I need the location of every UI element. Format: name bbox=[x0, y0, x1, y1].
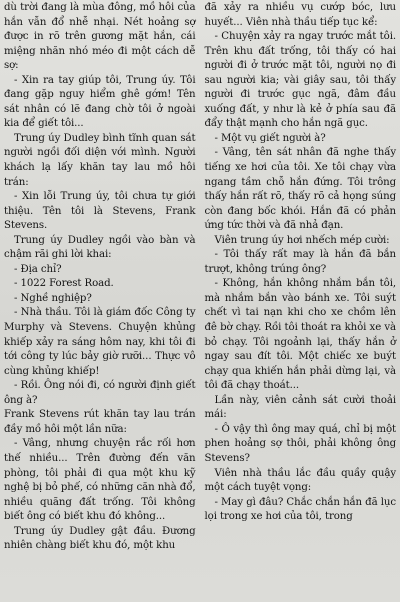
paragraph: - Rồi. Ông nói đi, có người định giết ông à? bbox=[4, 380, 196, 406]
paragraph: Trung úy Dudley bình tĩnh quan sát người ngồi đối diện với mình. Người khách lạ lấy khăn tay lau mồ hôi trán: bbox=[4, 132, 196, 188]
paragraph: - Vâng, nhưng chuyện rắc rối hơn thế nhiều... Trên đường đến văn phòng, tôi phải đi qua một khu kỹ nghệ bị bỏ phế, có những căn nhà đổ, nhiều quãng đất trống. Tôi không biết ông có biết khu đó không... bbox=[4, 438, 196, 523]
paragraph: - Vâng, tên sát nhân đã nghe thấy tiếng xe hơi của tôi. Xe tôi chạy vừa ngang tầm chỗ hắn đứng. Tôi trông thấy hắn rất rõ, thấy rõ cả họng súng còn đang bốc khói. Hắn đã có phản ứng tức thời và đã nhả đạn. bbox=[204, 147, 396, 232]
paragraph: - 1022 Forest Road. bbox=[14, 278, 114, 290]
paragraph: Frank Stevens rút khăn tay lau trán đầy mồ hôi một lần nữa: bbox=[4, 409, 196, 435]
paragraph: - Chuyện xảy ra ngay trước mắt tôi. Trên khu đất trống, tôi thấy có hai người đi ở trước mặt tôi, người nọ đi sau người kia; vài giây sau, tôi thấy người đi trước gục ngã, đâm đầu xuống đất, y như là kẻ ở phía sau đã đẩy thật mạnh cho hắn ngã gục. bbox=[204, 31, 396, 130]
paragraph: - Địa chỉ? bbox=[14, 263, 62, 275]
paragraph: - Ô vậy thì ông may quá, chỉ bị một phen hoảng sợ thôi, phải không ông Stevens? bbox=[204, 423, 396, 464]
paragraph: - Một vụ giết người à? bbox=[214, 132, 326, 144]
right-column bbox=[205, 1, 397, 601]
paragraph: - Không, hắn không nhắm bắn tôi, mà nhắm bắn vào bánh xe. Tôi suýt chết vì tai nạn khi cho xe chồm lên đê bờ chạy. Rồi tôi thoát ra khỏi xe và bỏ chạy. Tôi ngoảnh lại, thấy hắn ở ngay sau đít tôi. Một chiếc xe buýt chạy qua khiến hắn phải dừng lại, và tôi đã chạy thoát... bbox=[204, 278, 396, 392]
paragraph: - May gì đâu? Chắc chắn hắn đã lục lọi trong xe hơi của tôi, trong bbox=[204, 496, 396, 523]
text-columns bbox=[4, 1, 396, 601]
paragraph: Viên trung úy hơi nhếch mép cười: bbox=[214, 234, 390, 246]
paragraph: - Tôi thấy rất may là hắn đã bắn trượt, không trúng ông? bbox=[204, 249, 396, 275]
paragraph: đã xảy ra nhiều vụ cướp bóc, lưu huyết... Viên nhà thầu tiếp tục kể: bbox=[204, 2, 396, 28]
paragraph: Trung úy Dudley gật đầu. Đương nhiên chàng biết khu đó, một khu bbox=[4, 525, 196, 552]
paragraph: - Nghề nghiệp? bbox=[14, 292, 92, 304]
paragraph: Lần này, viên cảnh sát cười thoải mái: bbox=[204, 394, 396, 421]
paragraph: - Xin ra tay giúp tôi, Trung úy. Tôi đang gặp nguy hiểm ghê gớm! Tên sát nhân có lẽ đang chờ tôi ở ngoài kia để giết tôi... bbox=[4, 74, 196, 130]
paragraph: Viên nhà thầu lắc đầu quầy quậy một cách tuyệt vọng: bbox=[204, 467, 396, 494]
paragraph: - Nhà thầu. Tôi là giám đốc Công ty Murphy và Stevens. Chuyện khủng khiếp xảy ra sáng hôm nay, khi tôi đi tới công ty lúc bảy giờ rưỡi... Thực vô cùng khủng khiếp! bbox=[4, 307, 196, 377]
paragraph: dù trời đang là mùa đông, mồ hôi của hắn vẫn đổ nhễ nhại. Nét hoảng sợ được in rõ trên gương mặt hắn, cái miệng nhăn nhó méo đi một cách dễ sợ: bbox=[4, 2, 196, 72]
left-column bbox=[4, 1, 196, 601]
paragraph: - Xin lỗi Trung úy, tôi chưa tự giới thiệu. Tên tôi là Stevens, Frank Stevens. bbox=[4, 191, 196, 232]
paragraph: Trung úy Dudley ngồi vào bàn và chậm rãi ghi lời khai: bbox=[4, 234, 196, 261]
